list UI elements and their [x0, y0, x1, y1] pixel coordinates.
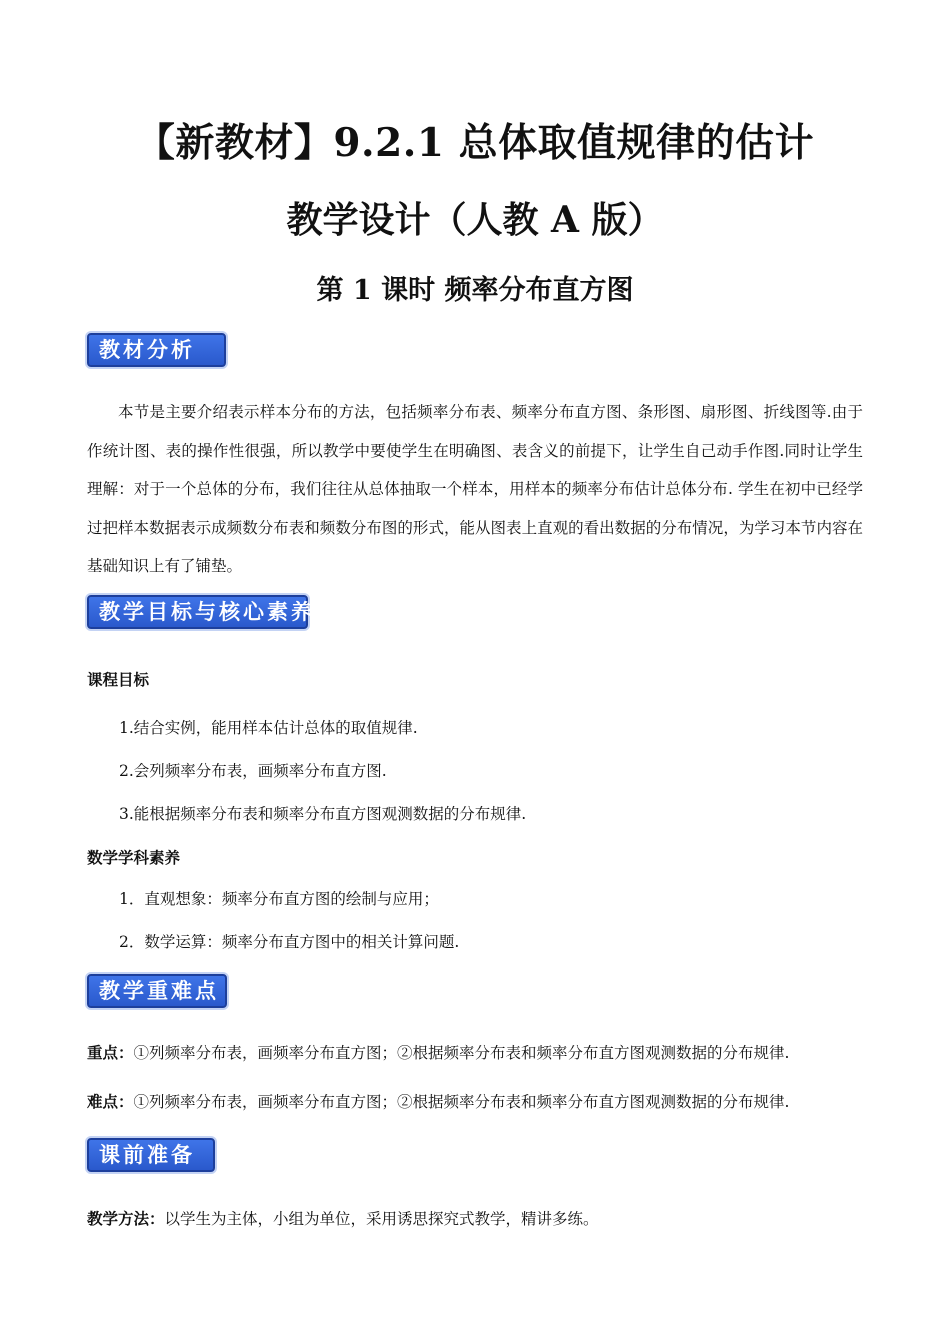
key-point-label: 重点：	[87, 1043, 134, 1062]
section-badge-keypoints: 教学重难点	[87, 974, 227, 1008]
difficult-point-label: 难点：	[87, 1092, 134, 1111]
course-goal-item: 2.会列频率分布表，画频率分布直方图.	[119, 762, 387, 780]
document-title: 【新教材】9.2.1 总体取值规律的估计	[135, 120, 815, 166]
section-badge-goals: 教学目标与核心素养	[87, 595, 308, 629]
literacy-heading: 数学学科素养	[87, 848, 181, 867]
course-goal-item: 3.能根据频率分布表和频率分布直方图观测数据的分布规律.	[119, 805, 527, 823]
course-goals-heading: 课程目标	[87, 670, 150, 689]
course-goal-item: 1.结合实例，能用样本估计总体的取值规律.	[119, 719, 418, 737]
document-subtitle: 教学设计（人教 A 版）	[286, 199, 664, 241]
lesson-title: 第 1 课时 频率分布直方图	[316, 275, 634, 306]
section-badge-analysis: 教材分析	[87, 333, 226, 367]
key-point-line	[87, 1041, 789, 1063]
key-point-text: ①列频率分布表，画频率分布直方图；②根据频率分布表和频率分布直方图观测数据的分布规律.	[133, 1044, 790, 1062]
teaching-method-text: 以学生为主体，小组为单位，采用诱思探究式教学，精讲多练。	[164, 1210, 599, 1228]
analysis-paragraph: 本节是主要介绍表示样本分布的方法，包括频率分布表、频率分布直方图、条形图、扇形图、折线图等.由于作统计图、表的操作性很强，所以教学中要使学生在明确图、表含义的前提下，让学生自己动手作图.同时让学生理解：对于一个总体的分布，我们往往从总体抽取一个样本，用样本的频率分布估计总体分布. 学生在初中已经学过把样本数据表示成频数分布表和频数分布图的形式，能从图表上直观的看出数据的分布情况，为学习本节内容在基础知识上有了铺垫。	[87, 403, 863, 575]
difficult-point-line	[87, 1090, 789, 1112]
difficult-point-text: ①列频率分布表，画频率分布直方图；②根据频率分布表和频率分布直方图观测数据的分布规律.	[133, 1093, 790, 1111]
teaching-method-label: 教学方法：	[87, 1209, 165, 1228]
literacy-item: 2．数学运算：频率分布直方图中的相关计算问题.	[119, 933, 460, 951]
section-badge-preparation: 课前准备	[87, 1138, 215, 1172]
teaching-method-line	[87, 1207, 599, 1229]
literacy-item: 1．直观想象：频率分布直方图的绘制与应用；	[119, 890, 439, 908]
